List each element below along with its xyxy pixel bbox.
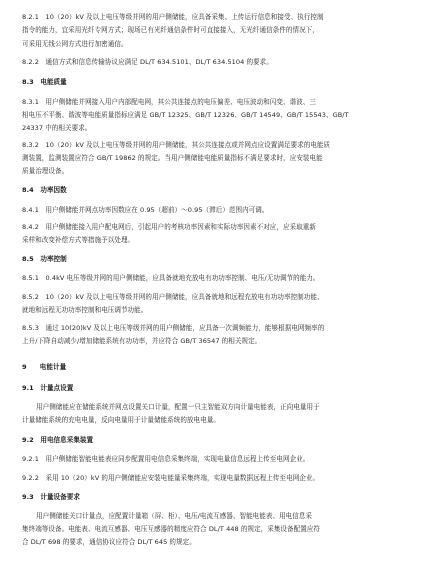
text-line: 8.5.3 通过 10(20)kV 及以上电压等级并网的用户侧储能，应具备一次调频能力，能够根据电网频率的	[22, 324, 325, 332]
text-line: 8.4.2 用户侧储能接入用户配电网后，引起用户的考核功率因素和实际功率因素不对应，应采取重新	[22, 223, 316, 231]
section-heading: 8.4 功率因数	[22, 186, 67, 194]
section-heading: 8.3 电能质量	[22, 78, 67, 86]
text-line: 8.2.1 10（20）kV 及以上电压等级并网的用户侧储能，应具备采集、上传运行信息和接受、执行控制	[22, 13, 324, 21]
text-line: 上升/下降自动减少/增加储能系统有功功率，并应符合 GB/T 36547 的相关规定。	[22, 337, 262, 345]
text-line: 就地和远程无功功率控制和电压调节功能。	[22, 306, 148, 314]
section-heading: 9.1 计量点设置	[22, 384, 74, 392]
text-line: 集终端等设备。电能表、电流互感器、电压互感器的精度应符合 DL/T 448 的规定，采集设备配置应符	[22, 525, 321, 533]
clause-9-2-1: 9.2.1 用户侧储能智能电能表应同步配置用电信息采集终端，实现电量信息远程上传至电网企业。	[22, 455, 310, 463]
text-line: 指令的能力，宜采用光纤专网方式；现场已有光纤通信条件时可直接接入，无光纤通信条件的情况下，	[22, 26, 319, 34]
text-line: 相电压不平衡、谐波等电能质量指标应满足 GB/T 12325、GB/T 12326、GB/T 14549、GB/T 15543、GB/T	[22, 111, 349, 119]
clause-8-5-1: 8.5.1 0.4kV 电压等级并网的用户侧储能，应具备就地充放电有功功率控制、电压/无功调节的能力。	[22, 274, 320, 282]
text-line: 计量储能系统的充电电量，反向电量用于计量储能系统的放电电量。	[22, 416, 220, 424]
chapter-heading: 9 电能计量	[22, 363, 67, 371]
text-line: 8.5.2 10（20）kV 及以上电压等级并网的用户侧储能，应具备就地和远程充放电有功功率控制功能、	[22, 293, 324, 301]
text-line: 合 DL/T 698 的要求，通信协议应符合 DL/T 645 的规定。	[22, 538, 196, 546]
text-line: 可采用无线公网方式进行加密通信。	[22, 40, 128, 48]
text-line: 8.3.1 用户侧储能并网接入用户内部配电网，其公共连接点的电压偏差、电压波动和闪变、谐波、三	[22, 98, 316, 106]
section-heading: 9.2 用电信息采集装置	[22, 436, 94, 444]
text-line: 测装置，监测装置应符合 GB/T 19862 的规定。当用户侧储能电能质量指标不满足要求时，应安装电能	[22, 154, 323, 162]
clause-9-2-2: 9.2.2 采用 10（20）kV 的用户侧储能应安装电能量采集终端，实现电量数据远程上传至电网企业。	[22, 474, 320, 482]
text-line: 用户侧储能应在储能系统并网点设置关口计量，配置一只主智能双方向计量电能表，正向电量用于	[36, 403, 320, 411]
section-heading: 9.3 计量设备要求	[22, 493, 80, 501]
text-line: 质量治理设备。	[22, 167, 69, 175]
text-line: 采样和改变补偿方式等措施予以处理。	[22, 236, 135, 244]
section-heading: 8.5 功率控制	[22, 255, 67, 263]
clause-8-4-1: 8.4.1 用户侧储能并网点功率因数应在 0.95（超前）～0.95（滞后）范围内可调。	[22, 206, 269, 214]
text-line: 用户侧储能关口计量点，应配置计量箱（屏、柜）、电压/电流互感器、智能电能表、用电信息采	[36, 512, 313, 520]
text-line: 8.2.2 通信方式和信息传输协议应满足 DL/T 634.5101、DL/T 634.5104 的要求。	[22, 58, 273, 66]
text-line: 8.3.2 10（20）kV 及以上电压等级并网的用户侧储能，其公共连接点或并网点应设置满足要求的电能质	[22, 141, 331, 149]
text-line: 24337 中的相关要求。	[22, 124, 92, 132]
